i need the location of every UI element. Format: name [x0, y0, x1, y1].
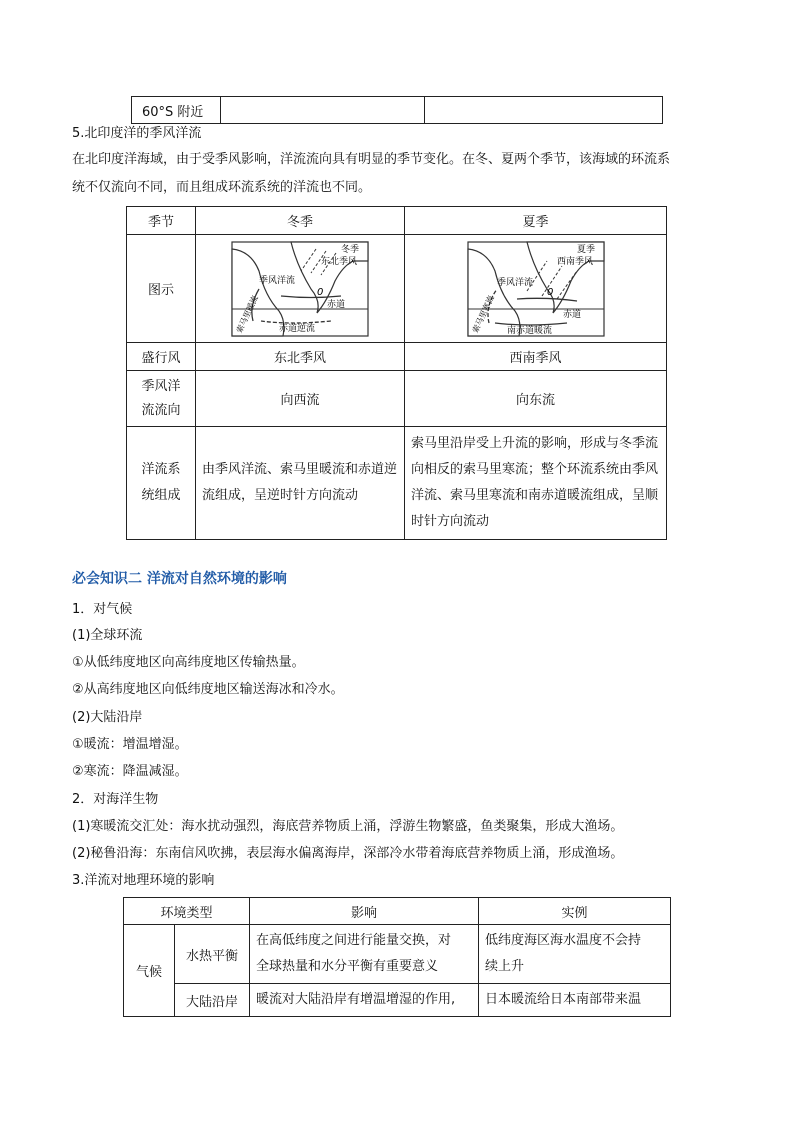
row-wind-label: 盛行风 — [127, 343, 196, 371]
map-equator-label: 赤道 — [562, 309, 581, 320]
map-season-label: 冬季 — [341, 244, 360, 255]
heat-effect — [250, 925, 479, 984]
row-flow-label-line2: 流流向 — [141, 402, 181, 418]
section5-title: 5.北印度洋的季风洋流 — [72, 126, 202, 141]
header-example: 实例 — [479, 898, 671, 925]
map-wind-label: 西南季风 — [556, 256, 593, 267]
row-label: 60°S 附近 — [132, 97, 221, 124]
biology-heading: 2．对海洋生物 — [72, 792, 159, 807]
climate-label: 气候 — [124, 925, 175, 1017]
heat-example-line1: 低纬度海区海水温度不会持 — [485, 933, 642, 948]
winter-composition: 由季风洋流、索马里暖流和赤道逆流组成，呈逆时针方向流动 — [196, 427, 405, 540]
row-flow-label — [127, 371, 196, 427]
heat-example-line2: 续上升 — [485, 959, 525, 974]
table-row — [124, 984, 671, 1017]
table-row — [127, 427, 667, 540]
table-row — [132, 97, 663, 124]
summer-flow: 向东流 — [405, 371, 667, 427]
map-counter-label: 赤道逆流 — [279, 323, 316, 334]
monsoon-current-table — [126, 206, 667, 540]
winter-current-map — [231, 241, 369, 337]
header-season: 季节 — [127, 207, 196, 235]
map-current-label: 季风洋流 — [259, 275, 296, 286]
section5-para-line2: 统不仅流向不同，而且组成环流系统的洋流也不同。 — [72, 180, 372, 195]
header-winter: 冬季 — [196, 207, 405, 235]
row-flow-label-line1: 季风洋 — [141, 378, 181, 394]
coast-example: 日本暖流给日本南部带来温 — [479, 984, 671, 1017]
coast-heading: (2)大陆沿岸 — [72, 710, 143, 725]
latitude-table-tail — [131, 96, 663, 124]
map-somali-label: 索马里寒流 — [470, 293, 496, 334]
winter-map-cell — [196, 235, 405, 343]
section5-para-line1: 在北印度洋海域，由于受季风影响，洋流流向具有明显的季节变化。在冬、夏两个季节，该海域的环流系 — [72, 152, 671, 167]
biology-point-2: (2)秘鲁沿海：东南信风吹拂，表层海水偏离海岸，深部冷水带着海底营养物质上涌，形成渔场。 — [72, 846, 624, 861]
table-row — [127, 235, 667, 343]
coast-point-1: ①暖流：增温增湿。 — [72, 737, 188, 752]
map-wind-label: 东北季风 — [321, 256, 358, 267]
summer-wind: 西南季风 — [405, 343, 667, 371]
header-summer: 夏季 — [405, 207, 667, 235]
table-row — [127, 343, 667, 371]
geo-env-heading: 3.洋流对地理环境的影响 — [72, 873, 215, 888]
heat-balance-label: 水热平衡 — [175, 925, 250, 984]
coast-point-2: ②寒流：降温减湿。 — [72, 764, 188, 779]
map-season-label: 夏季 — [576, 244, 595, 255]
global-circulation-heading: (1)全球环流 — [72, 628, 143, 643]
winter-flow: 向西流 — [196, 371, 405, 427]
winter-wind: 东北季风 — [196, 343, 405, 371]
global-point-2: ②从高纬度地区向低纬度地区输送海冰和冷水。 — [72, 682, 344, 697]
coast-effect: 暖流对大陆沿岸有增温增湿的作用, — [250, 984, 479, 1017]
summer-map-cell — [405, 235, 667, 343]
table-row — [127, 207, 667, 235]
row-comp-label-line2: 统组成 — [141, 488, 181, 503]
environment-effect-table — [123, 897, 671, 1017]
climate-heading: 1．对气候 — [72, 602, 133, 617]
map-somali-label: 索马里暖流 — [234, 293, 260, 334]
map-zero-label: 0 — [546, 286, 553, 298]
map-south-eq-label: 南赤道暖流 — [506, 325, 552, 336]
heat-effect-line1: 在高低纬度之间进行能量交换，对 — [256, 933, 452, 948]
biology-point-1: (1)寒暖流交汇处：海水扰动强烈，海底营养物质上涌，浮游生物繁盛，鱼类聚集，形成大渔场。 — [72, 819, 624, 834]
empty-cell — [221, 97, 425, 124]
row-figure-label: 图示 — [127, 235, 196, 343]
summer-current-map — [467, 241, 605, 337]
map-equator-label: 赤道 — [327, 299, 346, 310]
row-comp-label — [127, 427, 196, 540]
header-effect: 影响 — [250, 898, 479, 925]
empty-cell — [425, 97, 663, 124]
table-row — [124, 898, 671, 925]
knowledge2-title: 必会知识二 洋流对自然环境的影响 — [72, 571, 287, 587]
row-comp-label-line1: 洋流系 — [141, 462, 181, 477]
header-env-type: 环境类型 — [124, 898, 250, 925]
map-zero-label: 0 — [317, 286, 324, 298]
coast-label: 大陆沿岸 — [175, 984, 250, 1017]
heat-effect-line2: 全球热量和水分平衡有重要意义 — [256, 959, 439, 974]
map-current-label: 季风洋流 — [496, 277, 533, 288]
table-row — [127, 371, 667, 427]
heat-example — [479, 925, 671, 984]
global-point-1: ①从低纬度地区向高纬度地区传输热量。 — [72, 655, 305, 670]
table-row — [124, 925, 671, 984]
summer-composition: 索马里沿岸受上升流的影响，形成与冬季流向相反的索马里寒流；整个环流系统由季风洋流、索马里寒流和南赤道暖流组成，呈顺时针方向流动 — [405, 427, 667, 540]
